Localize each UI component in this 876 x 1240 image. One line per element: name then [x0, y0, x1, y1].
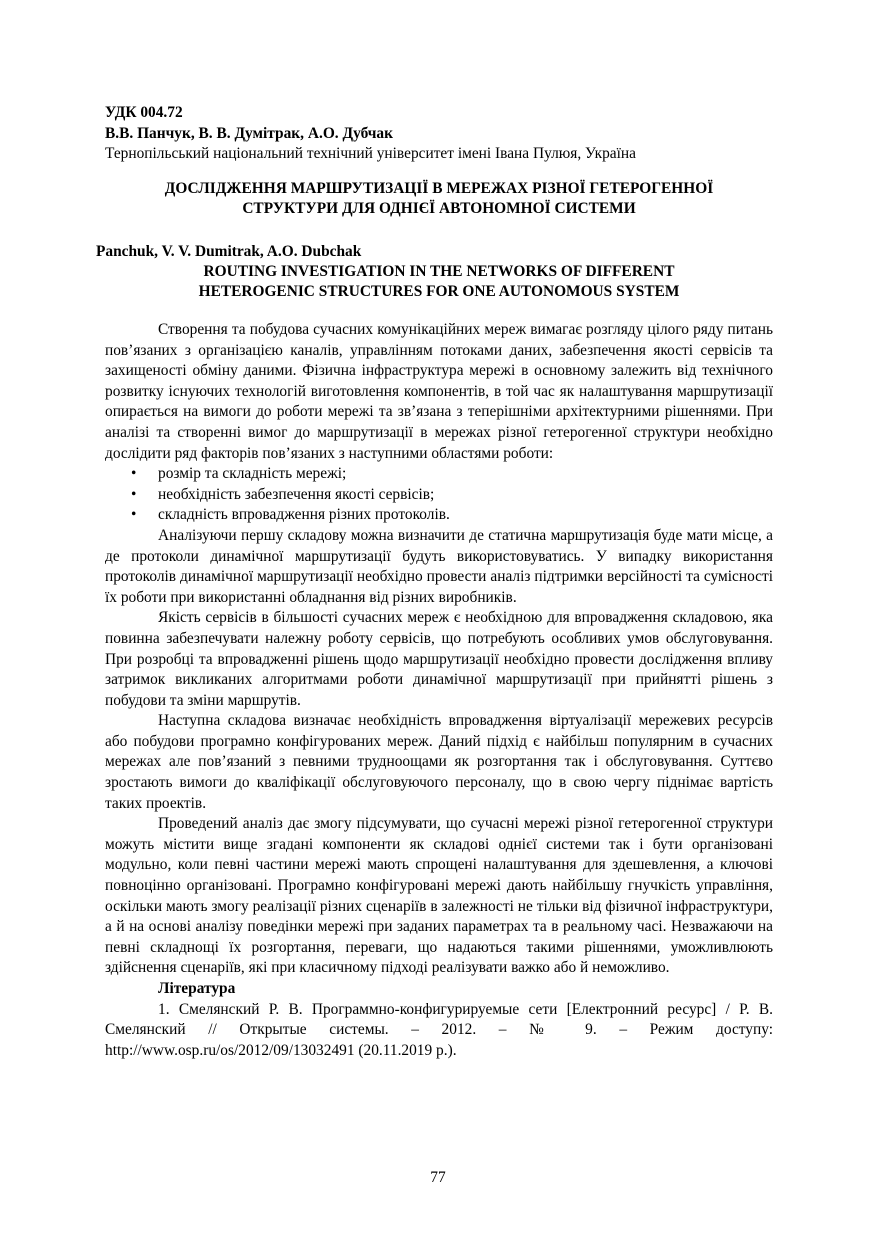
title-uk-line2: СТРУКТУРИ ДЛЯ ОДНІЄЇ АВТОНОМНОЇ СИСТЕМИ: [242, 200, 636, 218]
page-number: 77: [430, 1169, 446, 1186]
list-item: [105, 464, 773, 485]
article-body: [105, 320, 773, 1061]
reference-1: 1. Смелянский Р. В. Программно-конфигурируемые сети [Електронний ресурс] / Р. В. Смелянский // Открытые системы. – 2012. – № 9. – Режим доступу: http://www.osp.ru/os/2012/09/13032491 (20.11.2019 р.).: [105, 1000, 773, 1059]
bullet-icon: •: [131, 506, 137, 524]
paragraph-5: Проведений аналіз дає змогу підсумувати, що сучасні мережі різної гетерогенної структури можуть містити вище згадані компоненти як складові однієї системи так і бути організовані модульно, коли певні частини мережі мають спрощені налаштування для здешевлення, а ключові повноцінно організовані. Програмно конфігуровані мережі дають найбільшу гнучкість управління, оскільки мають змогу реалізації різних сценаріїв в залежності не тільки від фізичної інфраструктури, а й на основі аналізу поведінки мережі при заданих параметрах та в реальному часі. Незважаючи на певні складнощі їх розгортання, переваги, що надаються такими рішеннями, уможливлюють здійснення сценаріїв, які при класичному підході реалізувати важко або й неможливо.: [105, 815, 773, 977]
authors-uk: В.В. Панчук, В. В. Думітрак, А.О. Дубчак: [105, 124, 393, 142]
factor-list: [105, 464, 773, 526]
literature-heading: Література: [158, 980, 236, 997]
title-uk-line1: ДОСЛІДЖЕННЯ МАРШРУТИЗАЦІЇ В МЕРЕЖАХ РІЗНОЇ ГЕТЕРОГЕННОЇ: [164, 179, 714, 197]
paragraph-1: Створення та побудова сучасних комунікаційних мереж вимагає розгляду цілого ряду питань пов’язаних з організацією каналів, управлінням потоками даних, забезпечення якості сервісів та захищеності обміну даними. Фізична інфраструктура мережі в основному залежить від технічного розвитку існуючих технологій виготовлення компонентів, в той час як налаштування маршрутизації опирається на вимоги до роботи мережі та зв’язана з теперішніми архітектурними рішеннями. При аналізі та створенні вимог до маршрутизації в мережах різної гетерогенної структури необхідно дослідити ряд факторів пов’язаних з наступними областями роботи:: [105, 321, 773, 462]
paragraph-2: Аналізуючи першу складову можна визначити де статична маршрутизація буде мати місце, а де протоколи динамічної маршрутизації будуть використовуватись. У випадку використання протоколів динамічної маршрутизації необхідно провести аналіз підтримки версійності та сумісності їх роботи при використанні обладнання від різних виробників.: [105, 526, 773, 606]
title-uk: [105, 179, 773, 220]
affiliation: Тернопільський національний технічний університет імені Івана Пулюя, Україна: [105, 145, 636, 163]
bullet-icon: •: [131, 485, 137, 503]
list-item-text: розмір та складність мережі;: [158, 465, 347, 483]
paragraph-3: Якість сервісів в більшості сучасних мереж є необхідною для впровадження складовою, яка повинна забезпечувати належну роботу сервісів, що потребують особливих умов обслуговування. При розробці та впровадженні рішень щодо маршрутизації необхідно провести дослідження впливу затримок викликаних алгоритмами роботи динамічної маршрутизації при прийнятті рішень з побудови та зміни маршрутів.: [105, 609, 773, 709]
list-item-text: необхідність забезпечення якості сервісів;: [158, 485, 435, 503]
title-en-line1: ROUTING INVESTIGATION IN THE NETWORKS OF DIFFERENT: [203, 263, 675, 280]
authors-en: Panchuk, V. V. Dumitrak, A.O. Dubchak: [96, 243, 362, 260]
header-block: [105, 103, 773, 220]
bullet-icon: •: [131, 465, 137, 483]
udk-code: УДК 004.72: [105, 104, 183, 121]
paragraph-4: Наступна складова визначає необхідність впровадження віртуалізації мережевих ресурсів або побудови програмно конфігурованих мереж. Даний підхід є найбільш популярним в сучасних мережах але пов’язаний з певними трудноощами як розгортання так і обслуговування. Суттєво зростають вимоги до кваліфікації обслуговуючого персоналу, що в свою чергу піднімає вартість таких проектів.: [105, 712, 773, 812]
list-item: [105, 485, 773, 506]
list-item-text: складність впровадження різних протоколів.: [158, 506, 450, 524]
title-en-line2: HETEROGENIC STRUCTURES FOR ONE AUTONOMOUS SYSTEM: [198, 283, 680, 301]
list-item: [105, 505, 773, 526]
title-en: [105, 262, 773, 303]
